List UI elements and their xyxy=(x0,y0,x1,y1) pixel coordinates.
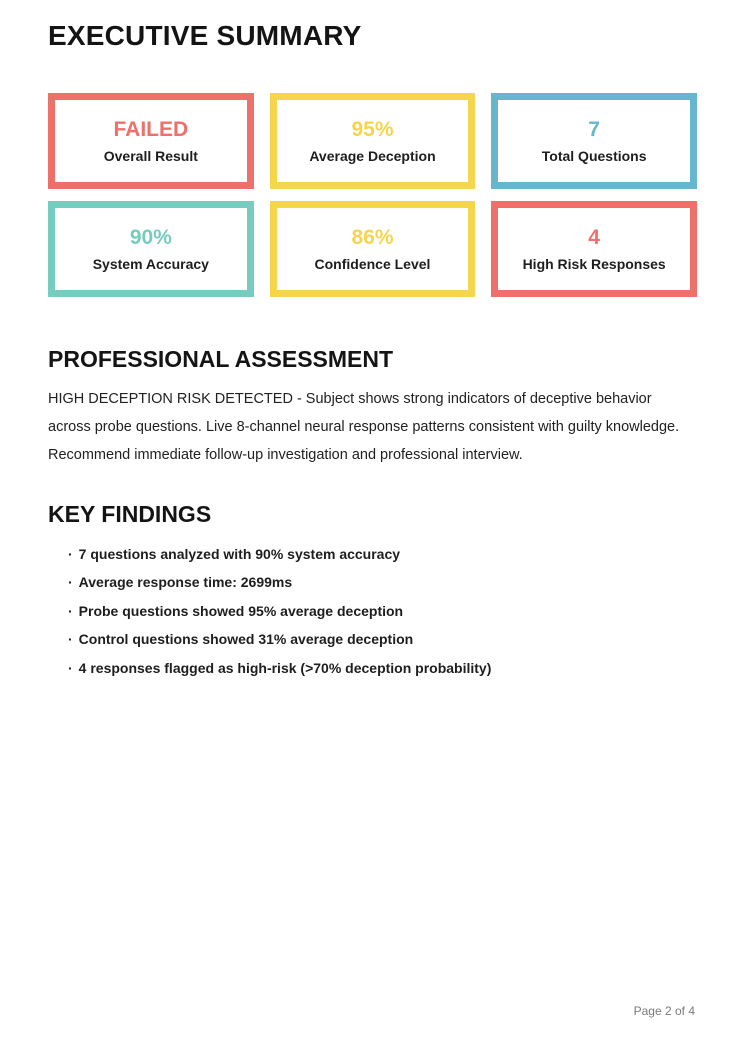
key-findings-heading: KEY FINDINGS xyxy=(48,500,212,527)
stat-card-high-risk-responses xyxy=(491,201,697,297)
stat-value-high-risk-responses: 4 xyxy=(588,226,600,249)
stat-label-system-accuracy: System Accuracy xyxy=(92,256,209,272)
stat-value-average-deception: 95% xyxy=(351,118,394,141)
finding-text: Average response time: 2699ms xyxy=(78,574,293,591)
stat-value-total-questions: 7 xyxy=(588,118,600,141)
stat-value-confidence-level: 86% xyxy=(351,226,394,249)
finding-item xyxy=(68,661,697,675)
stat-value-system-accuracy: 90% xyxy=(129,226,172,249)
professional-assessment-section xyxy=(48,346,697,470)
stat-label-total-questions: Total Questions xyxy=(541,148,647,164)
bullet-icon: · xyxy=(68,574,73,591)
finding-text: Probe questions showed 95% average deception xyxy=(78,602,404,619)
finding-item xyxy=(68,604,697,618)
stat-card-confidence-level xyxy=(270,201,476,297)
stat-card-system-accuracy xyxy=(48,201,254,297)
stat-card-overall-result xyxy=(48,93,254,189)
stat-label-overall-result: Overall Result xyxy=(103,148,198,164)
page-title: EXECUTIVE SUMMARY xyxy=(48,20,362,51)
finding-item xyxy=(68,632,697,646)
stat-value-overall-result: FAILED xyxy=(113,118,189,141)
key-findings-list xyxy=(48,547,697,675)
stat-label-confidence-level: Confidence Level xyxy=(314,256,431,272)
finding-text: 4 responses flagged as high-risk (>70% deception probability) xyxy=(78,659,492,676)
stat-label-average-deception: Average Deception xyxy=(309,148,436,164)
bullet-icon: · xyxy=(68,602,73,619)
finding-item xyxy=(68,547,697,561)
professional-assessment-text: HIGH DECEPTION RISK DETECTED - Subject shows strong indicators of deceptive behavior across probe questions. Live 8-channel neural response patterns consistent with guilty knowledge. Recommend immediate follow-up investigation and professional interview. xyxy=(48,391,680,463)
stat-card-grid xyxy=(48,93,697,297)
finding-text: Control questions showed 31% average deception xyxy=(78,631,414,648)
stat-label-high-risk-responses: High Risk Responses xyxy=(522,256,666,272)
stat-card-average-deception xyxy=(270,93,476,189)
key-findings-section xyxy=(48,501,697,675)
bullet-icon: · xyxy=(68,631,73,648)
bullet-icon: · xyxy=(68,545,73,562)
page-number: Page 2 of 4 xyxy=(633,1004,695,1018)
stat-card-total-questions xyxy=(491,93,697,189)
finding-item xyxy=(68,575,697,589)
professional-assessment-heading: PROFESSIONAL ASSESSMENT xyxy=(48,346,394,372)
finding-text: 7 questions analyzed with 90% system accuracy xyxy=(78,545,401,562)
bullet-icon: · xyxy=(68,659,73,676)
